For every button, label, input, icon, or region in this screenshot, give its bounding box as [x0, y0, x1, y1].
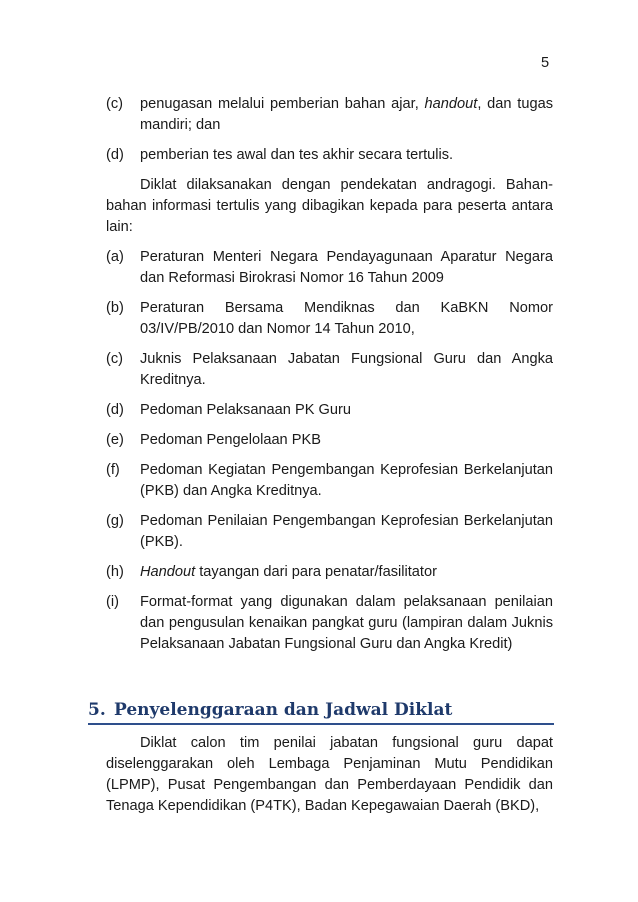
- list-marker: (c): [106, 351, 124, 367]
- section-paragraph: Diklat calon tim penilai jabatan fungsional guru dapat diselenggarakan oleh Lembaga Penjaminan Mutu Pendidikan (LPMP), Pusat Pengembangan dan Pemberdayaan Pendidik dan Tenaga Kependidikan (P4TK), Badan Kepegawaian Daerah (BKD),: [106, 735, 553, 814]
- list-item-emphasis: handout: [424, 96, 478, 112]
- list-item: [106, 247, 553, 289]
- list-item-emphasis: Handout: [140, 564, 196, 580]
- list-item: [106, 298, 553, 340]
- list-item: [106, 430, 553, 451]
- list-item: [106, 511, 553, 553]
- list-item-text: Pedoman Pelaksanaan PK Guru: [140, 402, 351, 418]
- intro-paragraph: Diklat dilaksanakan dengan pendekatan andragogi. Bahan-bahan informasi tertulis yang dibagikan kepada para peserta antara lain:: [106, 177, 553, 235]
- section-body: [106, 733, 553, 817]
- list-item: [106, 400, 553, 421]
- list-item: [106, 592, 553, 655]
- section-title: Penyelenggaraan dan Jadwal Diklat: [114, 700, 453, 720]
- document-body: [106, 94, 553, 664]
- list-marker: (a): [106, 249, 124, 265]
- list-item: [106, 349, 553, 391]
- list-item-text: Pedoman Penilaian Pengembangan Keprofesian Berkelanjutan (PKB).: [140, 513, 553, 550]
- list-item-text: Format-format yang digunakan dalam pelaksanaan penilaian dan pengusulan kenaikan pangkat guru (lampiran dalam Juknis Pelaksanaan Jabatan Fungsional Guru dan Angka Kredit): [140, 594, 553, 652]
- page-number: 5: [541, 55, 550, 71]
- list-item-text: Peraturan Menteri Negara Pendayagunaan Aparatur Negara dan Reformasi Birokrasi Nomor 16 Tahun 2009: [140, 249, 553, 286]
- list-item-text: , dan tugas mandiri; dan: [140, 96, 553, 133]
- list-item: [106, 460, 553, 502]
- list-item: [106, 562, 553, 583]
- list-item: [106, 145, 553, 166]
- list-marker: (f): [106, 462, 120, 478]
- list-item-text: tayangan dari para penatar/fasilitator: [195, 564, 437, 580]
- list-marker: (e): [106, 432, 124, 448]
- list-marker: (h): [106, 564, 124, 580]
- list-marker: (d): [106, 402, 124, 418]
- list-item-text: Juknis Pelaksanaan Jabatan Fungsional Guru dan Angka Kreditnya.: [140, 351, 553, 388]
- list-item-text: pemberian tes awal dan tes akhir secara tertulis.: [140, 147, 454, 163]
- section-heading: [88, 700, 554, 725]
- list-item-text: Pedoman Pengelolaan PKB: [140, 432, 321, 448]
- list-item-text: Peraturan Bersama Mendiknas dan KaBKN Nomor 03/IV/PB/2010 dan Nomor 14 Tahun 2010,: [140, 300, 553, 337]
- list-marker: (c): [106, 96, 124, 112]
- list-item-text: Pedoman Kegiatan Pengembangan Keprofesian Berkelanjutan (PKB) dan Angka Kreditnya.: [140, 462, 553, 499]
- list-marker: (i): [106, 594, 119, 610]
- list-item-text: penugasan melalui pemberian bahan ajar,: [140, 96, 425, 112]
- list-marker: (g): [106, 513, 124, 529]
- section-number: 5.: [88, 700, 106, 720]
- list-item: [106, 94, 553, 136]
- list-marker: (b): [106, 300, 124, 316]
- list-marker: (d): [106, 147, 124, 163]
